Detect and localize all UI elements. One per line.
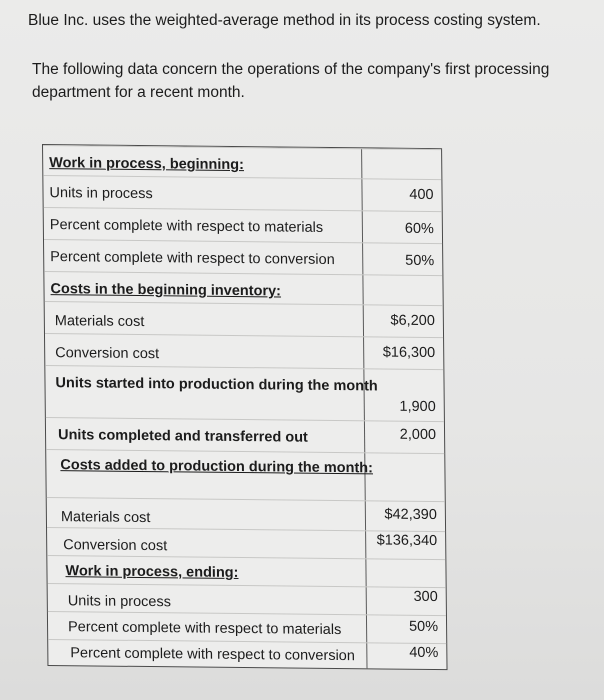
row-label: Percent complete with respect to materials	[67, 619, 342, 639]
row-value: 2,000	[399, 426, 437, 444]
intro-text: Blue Inc. uses the weighted-average method in its process costing system.	[28, 12, 541, 29]
row-value: 1,900	[399, 398, 436, 416]
row-value: 40%	[409, 644, 439, 662]
row-value: 300	[413, 588, 438, 606]
row-label: Percent complete with respect to conversion	[70, 645, 355, 665]
intro-line-1	[28, 10, 588, 32]
row-label: Units started into production during the month	[55, 375, 378, 395]
row-value: 50%	[405, 252, 435, 270]
row-label: Materials cost	[54, 313, 145, 331]
section-header-costs-added: Costs added to production during the month:	[60, 457, 374, 477]
table-row	[46, 449, 445, 502]
table-row	[43, 175, 441, 212]
row-label: Units completed and transferred out	[57, 427, 308, 446]
intro-text-2: The following data concern the operations of the company's first processing department for a recent month.	[32, 61, 550, 101]
table-row	[45, 301, 443, 338]
table-row	[45, 333, 443, 370]
process-costing-table	[42, 144, 448, 670]
table-row	[44, 207, 442, 244]
row-value: $136,340	[376, 532, 438, 550]
table-row	[44, 239, 442, 276]
row-label: Units in process	[67, 593, 172, 611]
section-header-wip-beginning: Work in process, beginning:	[49, 155, 245, 174]
row-label: Percent complete with respect to conversion	[50, 249, 335, 269]
table-row	[46, 417, 444, 454]
row-value: $42,390	[384, 506, 437, 524]
row-value: $16,300	[382, 344, 436, 362]
section-header-wip-ending: Work in process, ending:	[65, 563, 239, 581]
row-label: Materials cost	[60, 509, 151, 527]
row-label: Units in process	[49, 185, 153, 203]
section-header-beginning-costs: Costs in the beginning inventory:	[50, 281, 282, 300]
intro-paragraph-2	[32, 58, 572, 104]
row-value: $6,200	[390, 312, 435, 330]
row-label: Conversion cost	[55, 345, 160, 363]
row-value: 400	[409, 186, 434, 204]
row-label: Percent complete with respect to materials	[49, 217, 324, 236]
row-value: 50%	[408, 618, 439, 636]
table-row	[48, 639, 446, 670]
table-row	[45, 365, 444, 422]
row-value: 60%	[404, 220, 434, 238]
row-label: Conversion cost	[63, 537, 168, 555]
